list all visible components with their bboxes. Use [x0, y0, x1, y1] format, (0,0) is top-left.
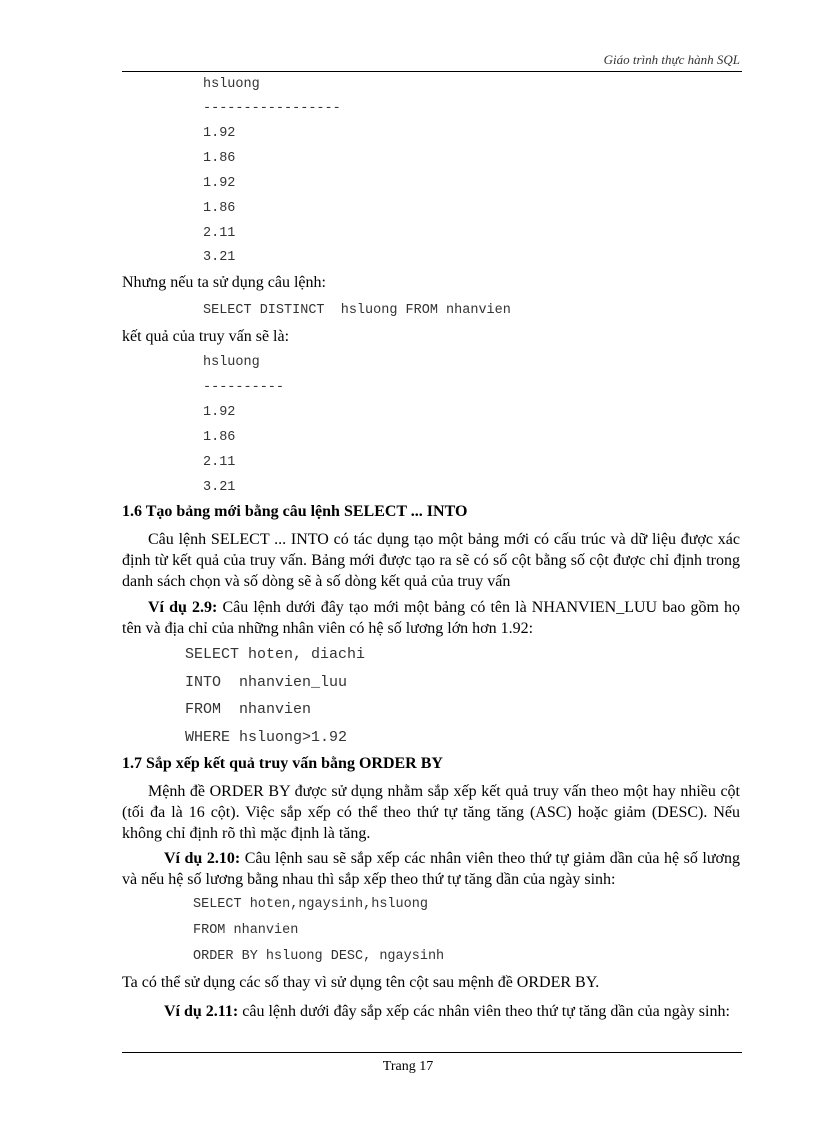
section-heading: 1.7 Sắp xếp kết quả truy vấn bằng ORDER BY — [122, 755, 443, 772]
result-value: 2.11 — [203, 455, 236, 470]
example-text: Câu lệnh dưới đây tạo mới một bảng có tên là NHANVIEN_LUU bao gồm họ tên và địa chỉ của những nhân viên có hệ số lương lớn hơn 1.92: — [122, 599, 741, 637]
result-value: 3.21 — [203, 480, 236, 495]
example-text: Câu lệnh sau sẽ sắp xếp các nhân viên theo thứ tự giảm dần của hệ số lương và nếu hệ số lương bằng nhau thì sắp xếp theo thứ tự tăng dần của ngày sinh: — [122, 850, 741, 888]
section-paragraph: Mệnh đề ORDER BY được sử dụng nhằm sắp xếp kết quả truy vấn theo một hay nhiều cột (tối đa là 16 cột). Việc sắp xếp có thể theo thứ tự tăng tăng (ASC) hoặc giảm (DESC). Nếu không chỉ định rõ thì mặc định là tăng. — [122, 783, 740, 842]
result-value: 1.92 — [203, 405, 236, 420]
result-value: 1.86 — [203, 151, 236, 166]
body-text: Nhưng nếu ta sử dụng câu lệnh: — [122, 274, 326, 291]
result-value: 1.86 — [203, 430, 236, 445]
code-line: SELECT hoten, diachi — [185, 646, 366, 663]
header-rule — [122, 71, 742, 72]
code-line: WHERE hsluong>1.92 — [185, 729, 348, 746]
result-value: 2.11 — [203, 226, 236, 241]
footer-rule — [122, 1052, 742, 1053]
body-text: Ta có thể sử dụng các số thay vì sử dụng tên cột sau mệnh đề ORDER BY. — [122, 974, 600, 991]
section-paragraph: Câu lệnh SELECT ... INTO có tác dụng tạo một bảng mới có cấu trúc và dữ liệu được xác định từ kết quả của truy vấn. Bảng mới được tạo ra sẽ có số cột bằng số cột được chỉ định trong danh sách chọn và số dòng sẽ à số dòng kết quả của truy vấn — [122, 531, 740, 590]
body-text: kết quả của truy vấn sẽ là: — [122, 328, 290, 345]
result-column-header: hsluong — [203, 355, 260, 370]
result-value: 1.92 — [203, 126, 236, 141]
example-paragraph — [122, 597, 740, 639]
result-value: 1.92 — [203, 176, 236, 191]
example-paragraph — [122, 848, 740, 890]
distinct-query: SELECT DISTINCT hsluong FROM nhanvien — [203, 303, 511, 318]
result-value: 1.86 — [203, 201, 236, 216]
result-divider: ----------------- — [203, 101, 341, 116]
result-divider: ---------- — [203, 380, 285, 395]
example-text: câu lệnh dưới đây sắp xếp các nhân viên theo thứ tự tăng dần của ngày sinh: — [238, 1003, 730, 1020]
running-header: Giáo trình thực hành SQL — [603, 52, 740, 67]
code-line: SELECT hoten,ngaysinh,hsluong — [193, 897, 428, 912]
code-line: FROM nhanvien — [193, 923, 299, 938]
code-line: FROM nhanvien — [185, 701, 312, 718]
code-line: ORDER BY hsluong DESC, ngaysinh — [193, 949, 445, 964]
example-label: Ví dụ 2.9: — [148, 599, 218, 616]
example-paragraph — [122, 1001, 740, 1022]
example-label: Ví dụ 2.10: — [164, 850, 241, 867]
page-number: Trang 17 — [382, 1059, 434, 1074]
result-value: 3.21 — [203, 250, 236, 265]
result-column-header: hsluong — [203, 77, 260, 92]
section-heading: 1.6 Tạo bảng mới bằng câu lệnh SELECT ... INTO — [122, 503, 468, 520]
example-label: Ví dụ 2.11: — [164, 1003, 239, 1020]
code-line: INTO nhanvien_luu — [185, 674, 348, 691]
